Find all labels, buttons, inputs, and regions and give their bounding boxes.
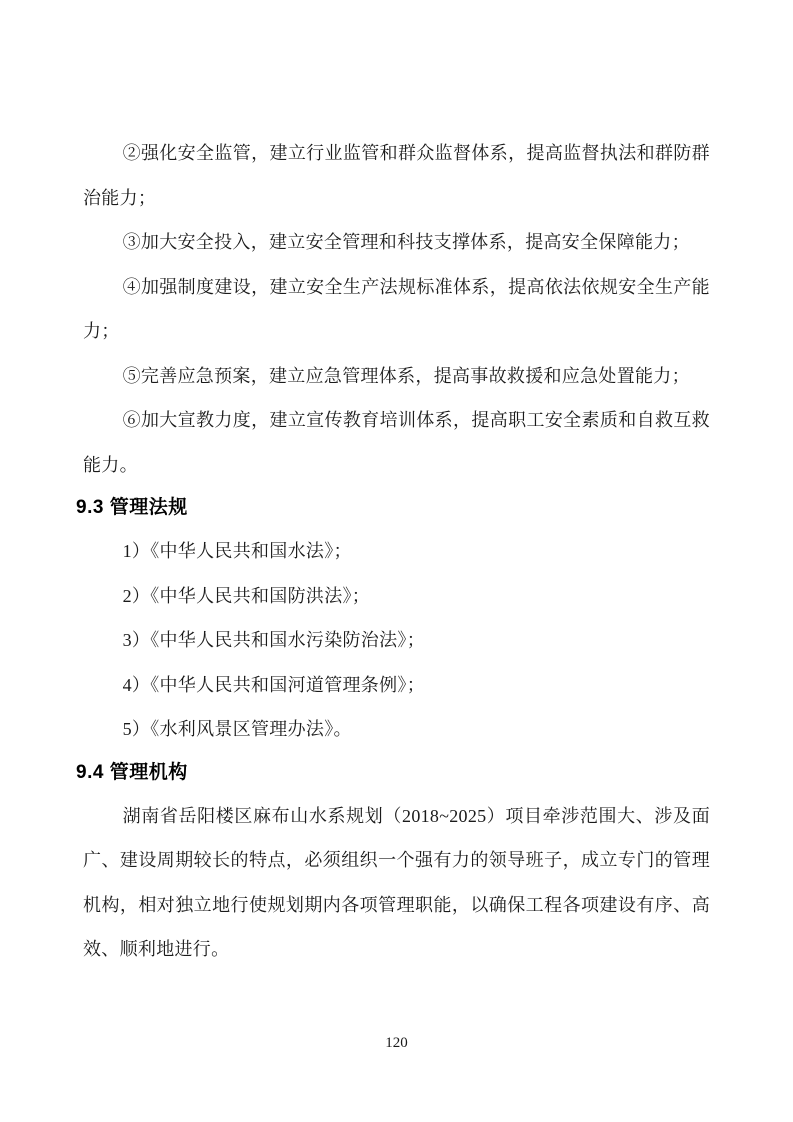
law-item-3: 3）《中华人民共和国水污染防治法》； xyxy=(122,630,425,650)
section-heading-9-3: 9.3 管理法规 xyxy=(76,497,188,518)
page-content xyxy=(76,131,710,972)
law-item-2: 2）《中华人民共和国防洪法》； xyxy=(122,585,371,606)
paragraph-safety-2: ②强化安全监管，建立行业监管和群众监督体系，提高监督执法和群防群治能力； xyxy=(83,143,710,208)
paragraph-safety-4: ④加强制度建设，建立安全生产法规标准体系，提高依法依规安全生产能力； xyxy=(83,276,710,341)
law-item-4: 4）《中华人民共和国河道管理条例》； xyxy=(122,674,425,695)
paragraph-safety-6: ⑥加大宣教力度，建立宣传教育培训体系，提高职工安全素质和自救互救能力。 xyxy=(83,410,710,475)
law-item-5: 5）《水利风景区管理办法》。 xyxy=(122,719,352,739)
paragraph-safety-5: ⑤完善应急预案，建立应急管理体系，提高事故救援和应急处置能力； xyxy=(122,365,690,386)
paragraph-org-body: 湖南省岳阳楼区麻布山水系规划（2018~2025）项目牵涉范围大、涉及面广、建设周期较长的特点，必须组织一个强有力的领导班子，成立专门的管理机构，相对独立地行使规划期内各项管理职能，以确保工程各项建设有序、高效、顺利地进行。 xyxy=(83,805,710,959)
page-number: 120 xyxy=(385,1035,408,1051)
section-heading-9-4: 9.4 管理机构 xyxy=(76,761,188,783)
law-item-1: 1）《中华人民共和国水法》； xyxy=(122,541,352,561)
paragraph-safety-3: ③加大安全投入，建立安全管理和科技支撑体系，提高安全保障能力； xyxy=(122,232,690,252)
